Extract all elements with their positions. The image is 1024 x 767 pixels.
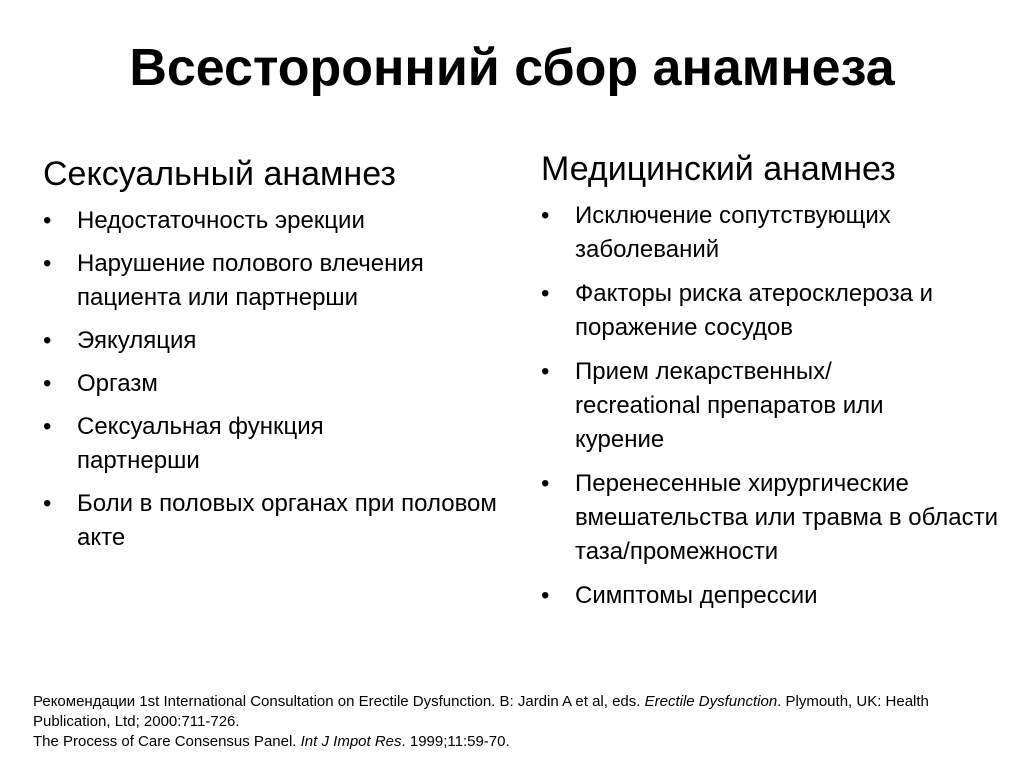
list-item-text: Боли в половых органах при половом акте (77, 490, 497, 551)
list-item-text: Факторы риска атеросклероза и поражение сосудов (575, 280, 934, 341)
references (33, 692, 1003, 752)
list-item-text: Сексуальная функция партнерши (77, 413, 324, 474)
list-item (43, 324, 513, 358)
sexual-history-column (43, 152, 513, 564)
list-item (541, 579, 1011, 613)
list-item (43, 410, 407, 478)
bullet-icon: • (541, 470, 550, 497)
list-item-text: Нарушение полового влечения пациента или партнерши (77, 250, 424, 311)
bullet-icon: • (541, 280, 550, 307)
sexual-history-list (43, 204, 513, 555)
list-item (43, 487, 497, 555)
list-item-text: Исключение сопутствующих заболеваний (575, 202, 891, 263)
list-item-text: Симптомы депрессии (575, 582, 818, 609)
medical-history-heading: Медицинский анамнез (541, 150, 896, 188)
list-item (541, 467, 1015, 569)
bullet-icon: • (43, 207, 52, 234)
list-item-text: Эякуляция (77, 327, 197, 354)
list-item (43, 204, 513, 238)
bullet-icon: • (43, 413, 52, 440)
sexual-history-heading: Сексуальный анамнез (43, 155, 396, 193)
bullet-icon: • (43, 327, 52, 354)
medical-history-list (541, 199, 1011, 613)
bullet-icon: • (541, 582, 550, 609)
slide-title: Всесторонний сбор анамнеза (129, 39, 895, 97)
bullet-icon: • (43, 490, 52, 517)
bullet-icon: • (43, 370, 52, 397)
list-item-text: Недостаточность эрекции (77, 207, 365, 234)
list-item-text: Оргазм (77, 370, 158, 397)
medical-history-column (541, 147, 1011, 623)
list-item (541, 277, 1024, 345)
reference-1: Рекомендации 1st International Consultation on Erectile Dysfunction. В: Jardin A et al, eds. Erectile Dysfunction. Plymouth, UK: Health Publication, Ltd; 2000:711-726. (33, 693, 929, 730)
list-item (43, 367, 513, 401)
list-item (541, 355, 935, 457)
reference-2: The Process of Care Consensus Panel. Int J Impot Res. 1999;11:59-70. (33, 733, 510, 750)
list-item (43, 247, 497, 315)
list-item (541, 199, 975, 267)
list-item-text: Перенесенные хирургические вмешательства или травма в области таза/промежности (575, 470, 999, 565)
list-item-text: Прием лекарственных/ recreational препаратов или курение (575, 358, 884, 453)
bullet-icon: • (43, 250, 52, 277)
bullet-icon: • (541, 202, 550, 229)
bullet-icon: • (541, 358, 550, 385)
